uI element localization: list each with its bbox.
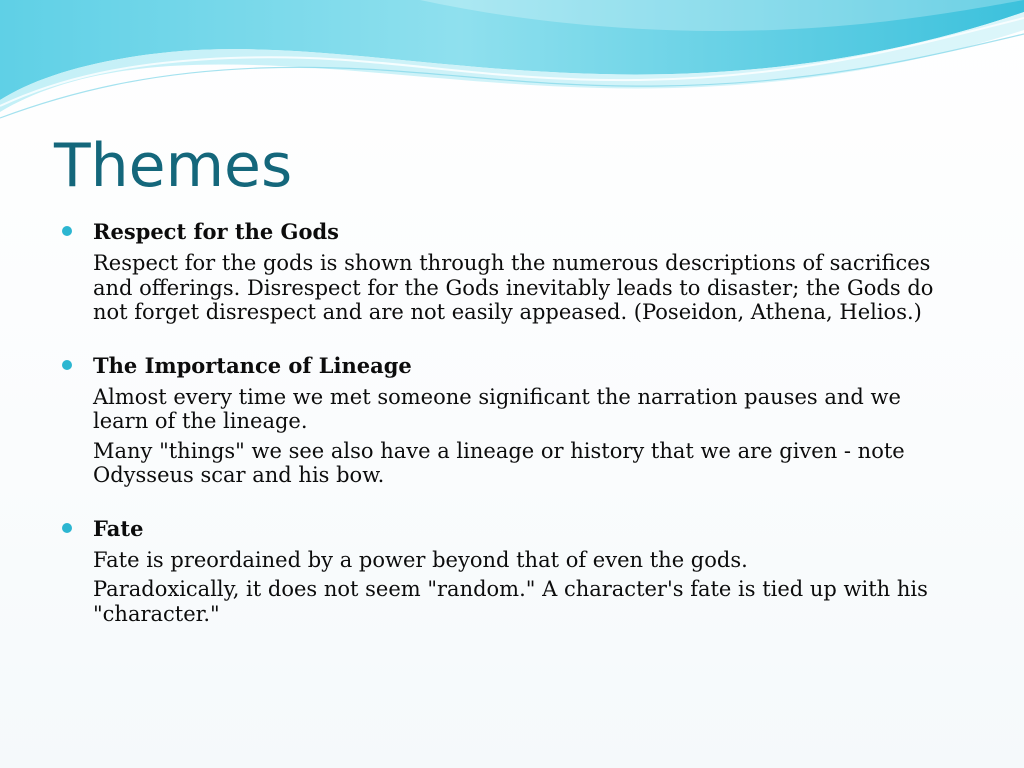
wave-header-decoration	[0, 0, 1024, 130]
theme-paragraph: Respect for the gods is shown through the numerous descriptions of sacrifices and offerings. Disrespect for the Gods inevitably leads to disaster; the Gods do not forget disrespect and are not easily appeased. (Poseidon, Athena, Helios.)	[93, 251, 934, 324]
theme-paragraph: Many "things" we see also have a lineage or history that we are given - note Odysseus scar and his bow.	[93, 438, 905, 487]
theme-paragraph: Fate is preordained by a power beyond that of even the gods.	[93, 547, 748, 572]
bullet-dot-icon	[62, 360, 72, 370]
theme-paragraph: Almost every time we met someone significant the narration pauses and we learn of the lineage.	[93, 384, 901, 433]
theme-heading: Respect for the Gods	[93, 219, 339, 244]
bullet-dot-icon	[62, 523, 72, 533]
theme-item-lineage	[62, 352, 962, 488]
slide-title: Themes	[54, 131, 293, 201]
themes-list	[62, 218, 962, 626]
bullet-dot-icon	[62, 226, 72, 236]
theme-paragraph: Paradoxically, it does not seem "random." A character's fate is tied up with his "character."	[93, 577, 928, 626]
theme-heading: The Importance of Lineage	[93, 352, 412, 378]
theme-item-respect-for-gods	[62, 218, 962, 325]
theme-heading: Fate	[93, 515, 144, 541]
theme-item-fate	[62, 515, 962, 627]
